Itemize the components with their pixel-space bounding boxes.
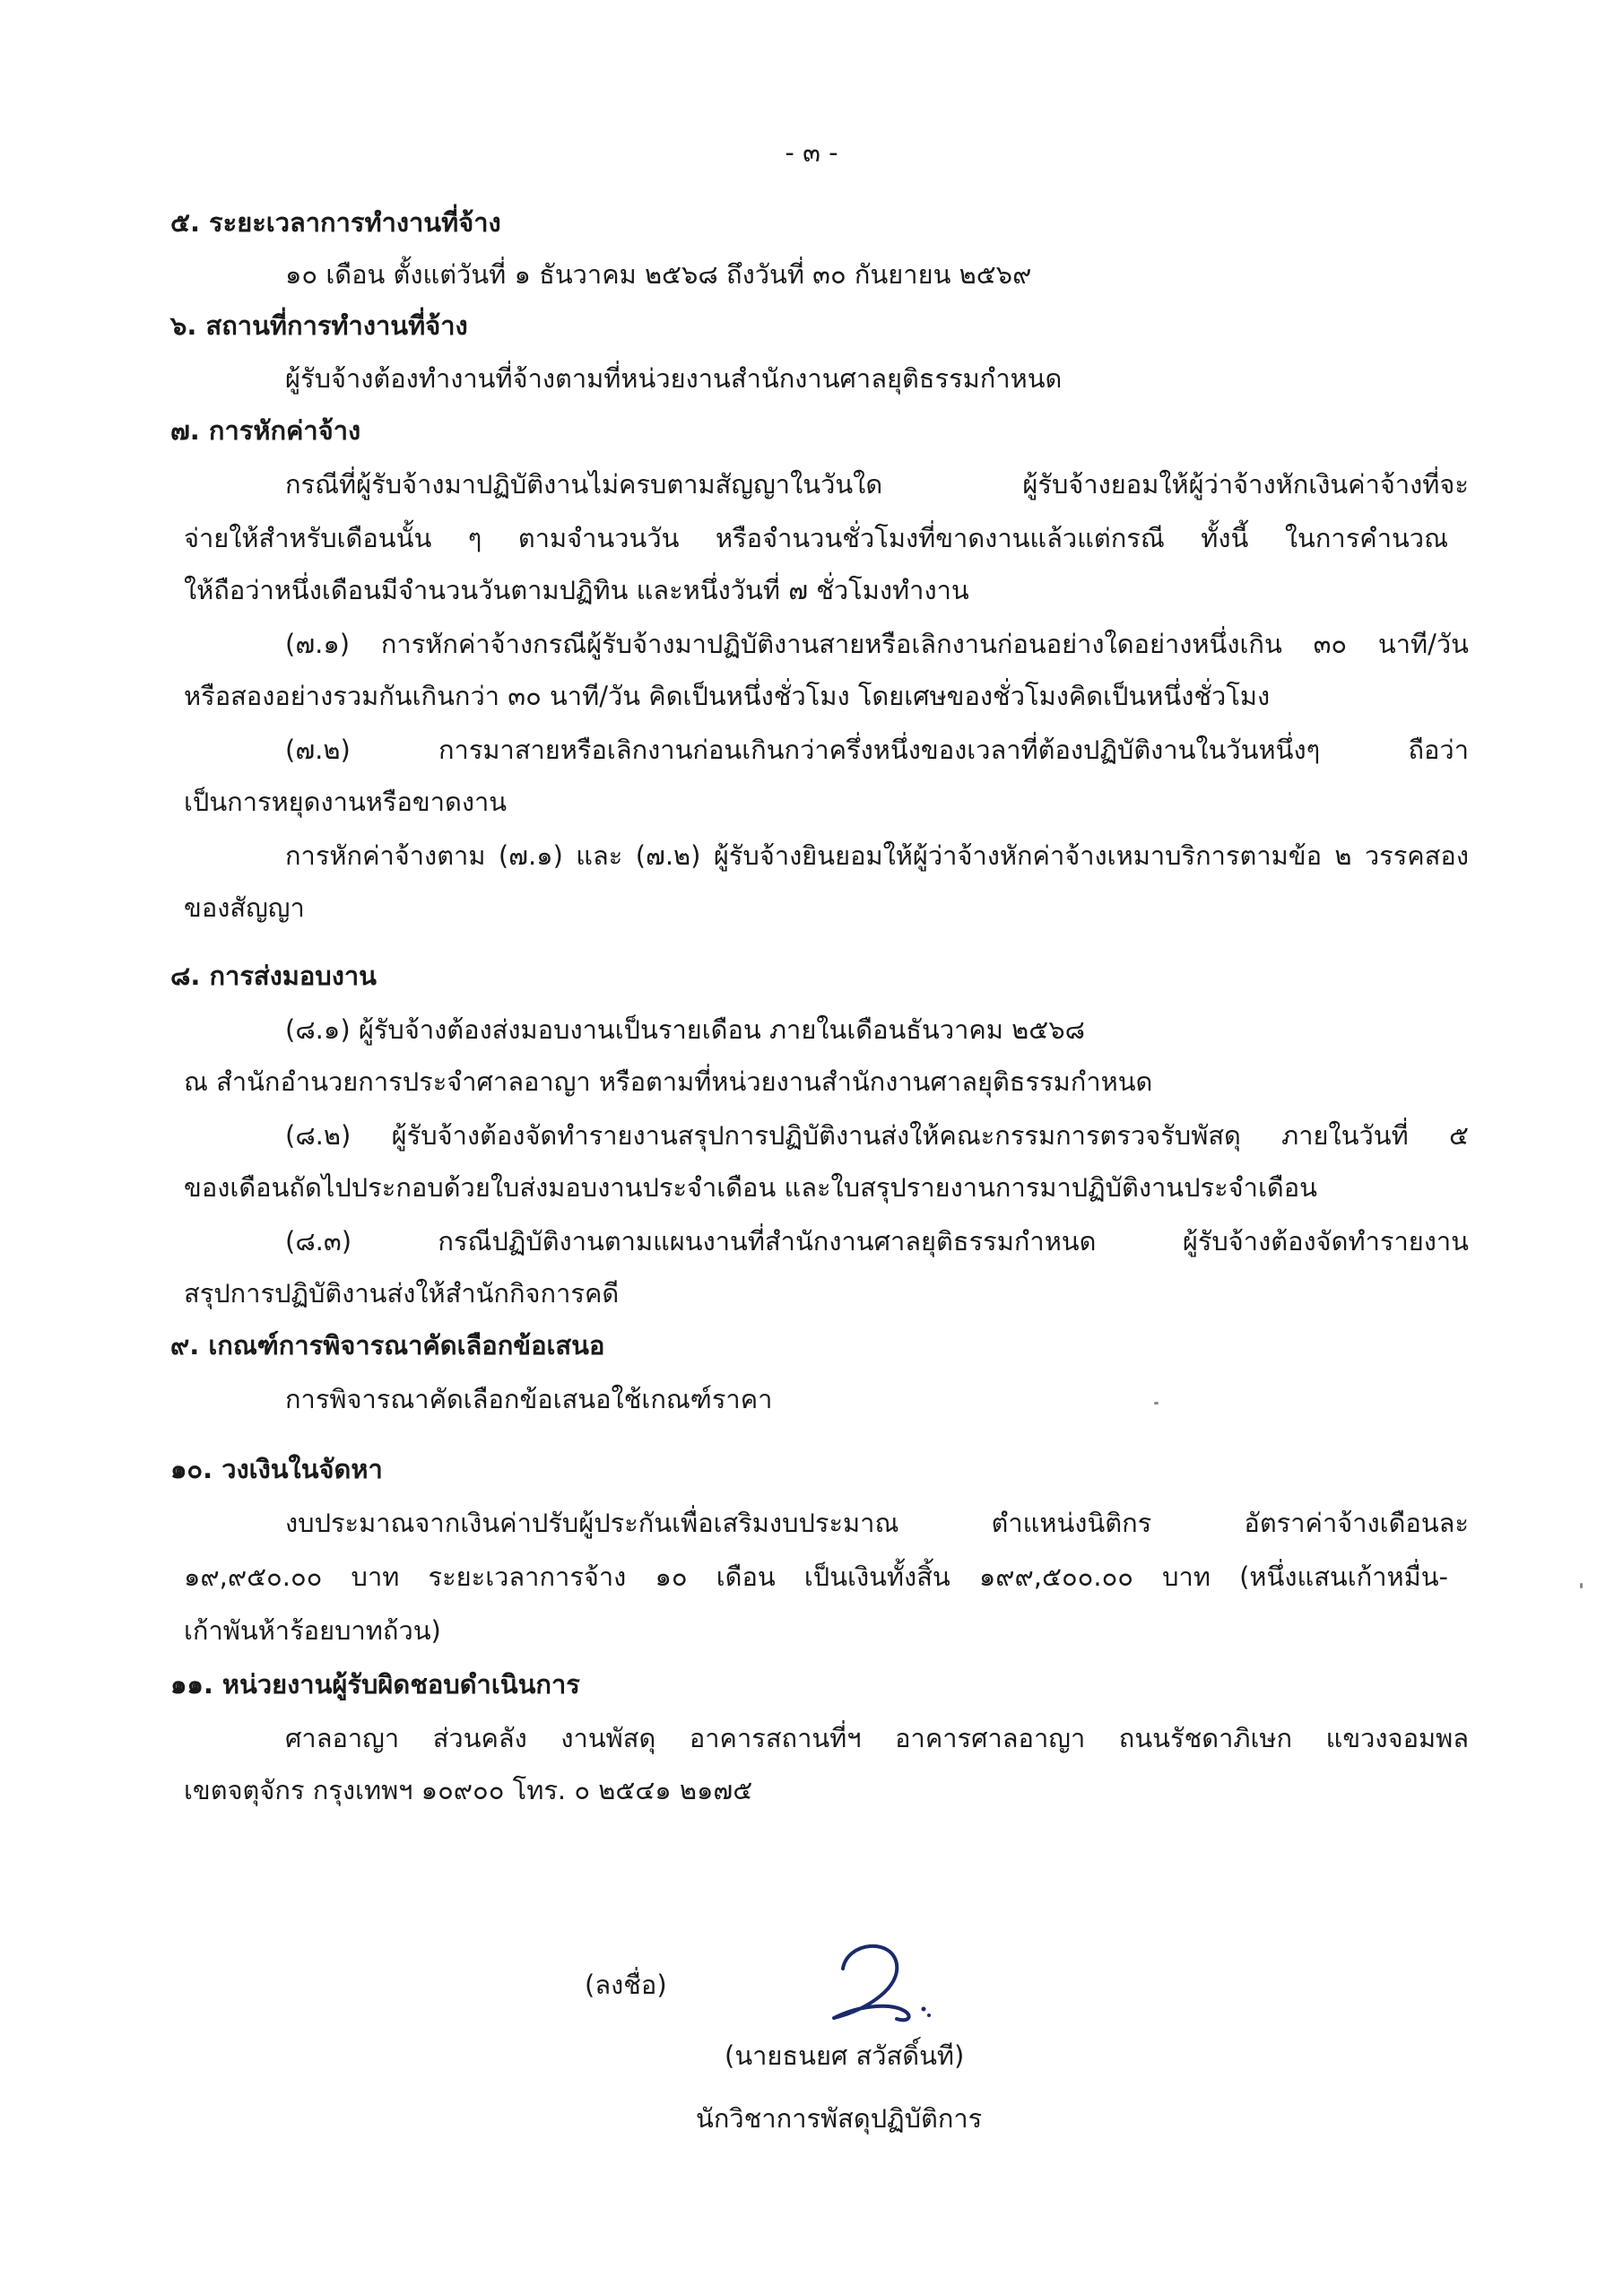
- section-7-p1-line3: ให้ถือว่าหนึ่งเดือนมีจำนวนวันตามปฏิทิน และหนึ่งวันที่ ๗ ชั่วโมงทำงาน: [184, 575, 969, 605]
- section-10-line1: งบประมาณจากเงินค่าปรับผู้ประกันเพื่อเสริมงบประมาณ ตำแหน่งนิติกร อัตราค่าจ้างเดือนละ: [285, 1508, 1469, 1538]
- section-6-text: ผู้รับจ้างต้องทำงานที่จ้างตามที่หน่วยงานสำนักงานศาลยุติธรรมกำหนด: [285, 363, 1063, 394]
- section-8-3-line2: สรุปการปฏิบัติงานส่งให้สำนักกิจการคดี: [184, 1278, 620, 1309]
- section-8-1-line2: ณ สำนักอำนวยการประจำศาลอาญา หรือตามที่หน่วยงานสำนักงานศาลยุติธรรมกำหนด: [184, 1066, 1153, 1097]
- stray-mark: [1154, 1402, 1159, 1405]
- section-10-line3: เก้าพันห้าร้อยบาทถ้วน): [184, 1615, 441, 1646]
- section-8-2-line2: ของเดือนถัดไปประกอบด้วยใบส่งมอบงานประจำเดือน และใบสรุปรายงานการมาปฏิบัติงานประจำเดือน: [184, 1172, 1317, 1203]
- section-10-heading: ๑๐. วงเงินในจัดหา: [170, 1454, 383, 1484]
- signer-position: นักวิชาการพัสดุปฏิบัติการ: [696, 2103, 983, 2134]
- signer-name: (นายธนยศ สวัสดิ์นที): [725, 2040, 965, 2071]
- section-6-heading: ๖. สถานที่การทำงานที่จ้าง: [170, 310, 468, 341]
- section-7-2-line2: เป็นการหยุดงานหรือขาดงาน: [184, 787, 508, 817]
- section-7-p1-line2: จ่ายให้สำหรับเดือนนั้น ๆ ตามจำนวนวัน หรือจำนวนชั่วโมงที่ขาดงานแล้วแต่กรณี ทั้งนี้ ในการคำนวณ: [184, 523, 1448, 553]
- section-8-3-line1: (๘.๓) กรณีปฏิบัติงานตามแผนงานที่สำนักงานศาลยุติธรรมกำหนด ผู้รับจ้างต้องจัดทำรายงาน: [285, 1226, 1469, 1257]
- section-5-heading: ๕. ระยะเวลาการทำงานที่จ้าง: [170, 207, 501, 238]
- section-8-heading: ๘. การส่งมอบงาน: [170, 961, 377, 991]
- page-number: - ๓ -: [785, 137, 838, 168]
- section-7-heading: ๗. การหักค่าจ้าง: [170, 415, 361, 446]
- section-11-heading: ๑๑. หน่วยงานผู้รับผิดชอบดำเนินการ: [170, 1669, 580, 1700]
- margin-mark: [1580, 1583, 1583, 1588]
- section-9-text: การพิจารณาคัดเลือกข้อเสนอใช้เกณฑ์ราคา: [285, 1384, 773, 1414]
- section-11-line2: เขตจตุจักร กรุงเทพฯ ๑๐๙๐๐ โทร. ๐ ๒๕๔๑ ๒๑๗๕: [184, 1775, 753, 1805]
- section-5-text: ๑๐ เดือน ตั้งแต่วันที่ ๑ ธันวาคม ๒๕๖๘ ถึงวันที่ ๓๐ กันยายน ๒๕๖๙: [285, 259, 1032, 290]
- section-8-1-line1: (๘.๑) ผู้รับจ้างต้องส่งมอบงานเป็นรายเดือน ภายในเดือนธันวาคม ๒๕๖๘: [285, 1014, 1085, 1045]
- signature-label: (ลงชื่อ): [585, 1970, 667, 2000]
- section-8-2-line1: (๘.๒) ผู้รับจ้างต้องจัดทำรายงานสรุปการปฏิบัติงานส่งให้คณะกรรมการตรวจรับพัสดุ ภายในวันที่ ๕: [285, 1120, 1469, 1151]
- section-7-deduct-line2: ของสัญญา: [184, 892, 305, 923]
- section-11-line1: ศาลอาญา ส่วนคลัง งานพัสดุ อาคารสถานที่ฯ อาคารศาลอาญา ถนนรัชดาภิเษก แขวงจอมพล: [285, 1723, 1469, 1753]
- section-7-p1-line1: กรณีที่ผู้รับจ้างมาปฏิบัติงานไม่ครบตามสัญญาในวันใด ผู้รับจ้างยอมให้ผู้ว่าจ้างหักเงินค่าจ้างที่จะ: [285, 469, 1469, 500]
- section-7-deduct-line1: การหักค่าจ้างตาม (๗.๑) และ (๗.๒) ผู้รับจ้างยินยอมให้ผู้ว่าจ้างหักค่าจ้างเหมาบริการตามข้อ ๒ วรรคสอง: [285, 840, 1469, 871]
- section-10-line2: ๑๙,๙๕๐.๐๐ บาท ระยะเวลาการจ้าง ๑๐ เดือน เป็นเงินทั้งสิ้น ๑๙๙,๕๐๐.๐๐ บาท (หนึ่งแสนเก้าหมื่น-: [184, 1561, 1448, 1592]
- section-7-2-line1: (๗.๒) การมาสายหรือเลิกงานก่อนเกินกว่าครึ่งหนึ่งของเวลาที่ต้องปฏิบัติงานในวันหนึ่งๆ ถือว่า: [285, 735, 1469, 765]
- section-9-heading: ๙. เกณฑ์การพิจารณาคัดเลือกข้อเสนอ: [170, 1330, 605, 1361]
- section-7-1-line1: (๗.๑) การหักค่าจ้างกรณีผู้รับจ้างมาปฏิบัติงานสายหรือเลิกงานก่อนอย่างใดอย่างหนึ่งเกิน ๓๐ นาที/วัน: [285, 629, 1469, 659]
- section-7-1-line2: หรือสองอย่างรวมกันเกินกว่า ๓๐ นาที/วัน คิดเป็นหนึ่งชั่วโมง โดยเศษของชั่วโมงคิดเป็นหนึ่งชั่วโมง: [184, 681, 1271, 711]
- handwritten-signature: [807, 1933, 942, 2031]
